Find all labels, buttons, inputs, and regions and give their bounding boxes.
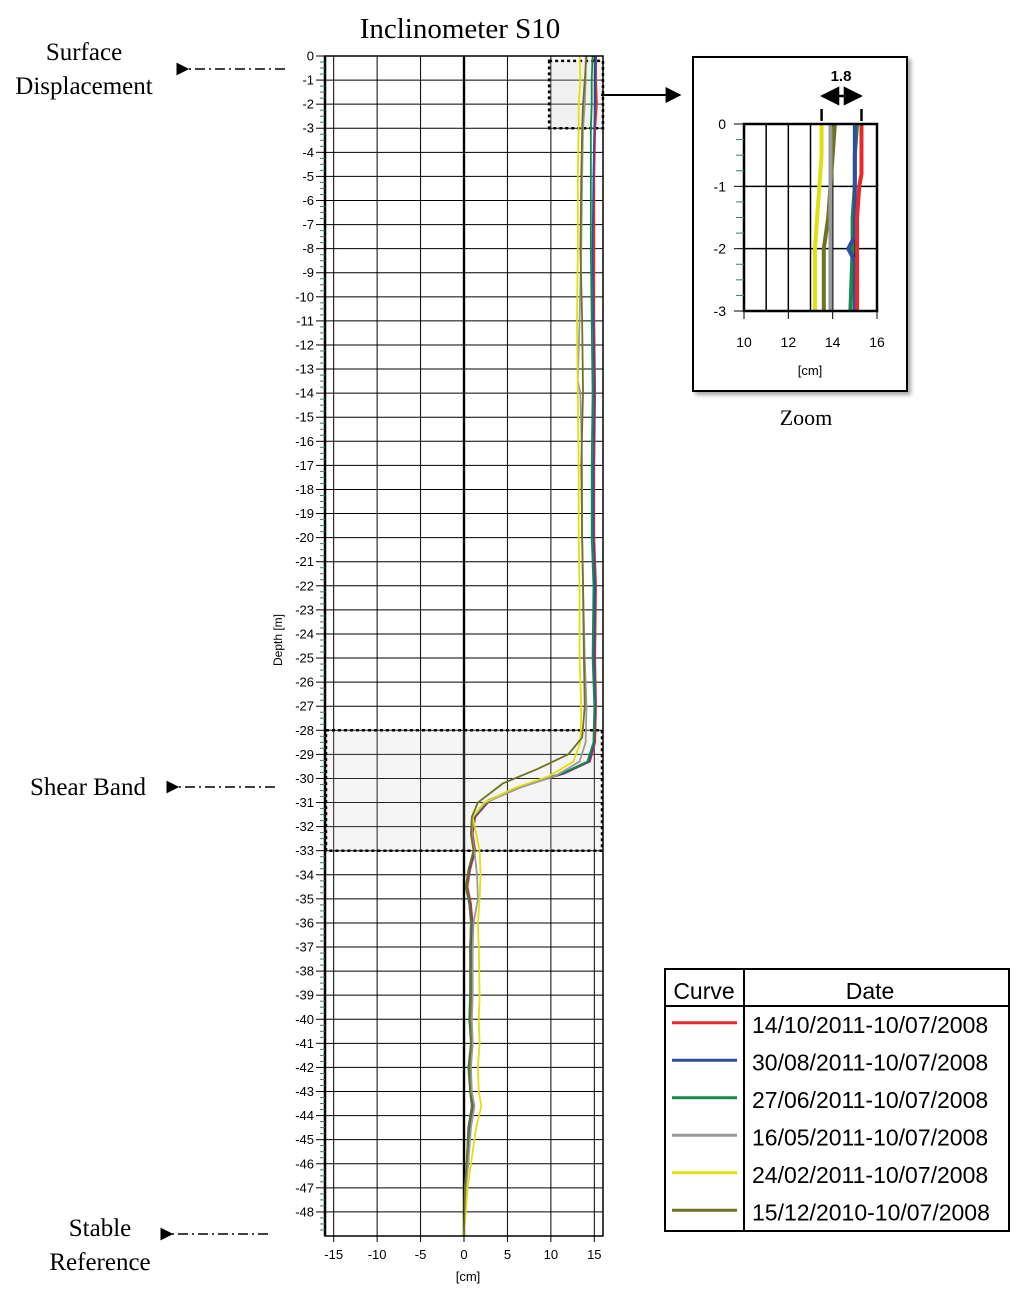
y-tick-label: -27 (295, 698, 314, 714)
x-tick-label: -5 (414, 1247, 427, 1262)
zoom-y-tick-label: -2 (713, 240, 726, 257)
y-tick-label: -10 (295, 289, 314, 305)
legend-table (665, 969, 1009, 1231)
y-tick-label: -47 (295, 1180, 314, 1196)
y-tick-label: -16 (295, 433, 314, 449)
legend-label: 16/05/2011-10/07/2008 (752, 1124, 989, 1151)
y-tick-label: -32 (295, 819, 314, 835)
annotation-shear-line1: Shear Band (30, 774, 146, 801)
y-tick-label: -41 (295, 1035, 314, 1051)
y-tick-labels (295, 49, 314, 1220)
grid-lines (325, 56, 603, 1236)
annotation-stable-reference (49, 1215, 268, 1276)
legend-label: 14/10/2011-10/07/2008 (752, 1011, 989, 1038)
x-tick-label: 15 (587, 1247, 602, 1262)
zoom-x-tick-label: 12 (780, 334, 797, 350)
y-tick-label: -42 (295, 1059, 314, 1075)
shear-band-box (326, 730, 602, 850)
y-tick-label: -25 (295, 650, 314, 666)
y-tick-label: -24 (295, 626, 314, 642)
x-tick-label: -10 (367, 1247, 387, 1262)
x-axis-label: [cm] (455, 1269, 481, 1284)
y-tick-label: -6 (302, 192, 314, 208)
y-tick-label: -26 (295, 674, 314, 690)
annotation-surface-displacement (15, 39, 285, 100)
y-tick-label: -3 (302, 120, 314, 136)
y-tick-label: -29 (295, 746, 314, 762)
zoom-x-tick-label: 14 (824, 334, 841, 350)
zoom-x-axis-label: [cm] (797, 363, 823, 378)
y-axis-label: Depth [m] (271, 613, 285, 667)
annotation-shear-band (30, 774, 275, 801)
y-tick-label: -34 (295, 867, 314, 883)
y-tick-label: -45 (295, 1132, 314, 1148)
annotation-stable-line1: Stable (68, 1215, 132, 1242)
legend-label: 27/06/2011-10/07/2008 (752, 1086, 989, 1113)
y-tick-label: -48 (295, 1204, 314, 1220)
y-tick-label: -44 (295, 1108, 314, 1124)
y-tick-label: -5 (302, 168, 314, 184)
annotation-surface-line1: Surface (45, 39, 123, 66)
zoom-y-tick-label: -1 (713, 178, 726, 195)
x-tick-label: 10 (543, 1247, 559, 1262)
y-tick-label: -36 (295, 915, 314, 931)
y-tick-label: 0 (306, 48, 314, 64)
y-tick-label: -21 (295, 554, 314, 570)
y-tick-label: -40 (295, 1011, 314, 1027)
y-tick-label: -23 (295, 602, 314, 618)
y-tick-label: -8 (302, 241, 314, 257)
y-tick-label: -33 (295, 843, 314, 859)
x-tick-labels (324, 1247, 601, 1262)
y-tick-label: -1 (302, 72, 314, 88)
y-tick-label: -20 (295, 530, 314, 546)
legend-label: 15/12/2010-10/07/2008 (752, 1199, 990, 1226)
annotation-stable-line2: Reference (49, 1249, 151, 1276)
y-tick-label: -4 (302, 144, 314, 160)
y-tick-label: -15 (295, 409, 314, 425)
y-tick-label: -31 (295, 795, 314, 811)
main-plot-area (295, 49, 603, 1263)
y-tick-label: -39 (295, 987, 314, 1003)
y-tick-label: -22 (295, 578, 314, 594)
y-tick-label: -14 (295, 385, 314, 401)
y-tick-label: -43 (295, 1084, 314, 1100)
y-tick-label: -9 (302, 265, 314, 281)
x-tick-label: 5 (503, 1247, 512, 1262)
y-tick-label: -12 (295, 337, 314, 353)
x-tick-label: -15 (324, 1247, 344, 1262)
y-tick-label: -11 (296, 313, 314, 329)
zoom-y-tick-label: -3 (713, 303, 726, 319)
legend-header-date: Date (845, 978, 895, 1004)
y-tick-label: -38 (295, 963, 314, 979)
legend-label: 30/08/2011-10/07/2008 (752, 1049, 989, 1076)
y-tick-label: -7 (302, 217, 314, 233)
y-tick-label: -37 (295, 939, 314, 955)
zoom-x-tick-label: 10 (736, 334, 752, 350)
y-tick-label: -19 (295, 506, 314, 522)
zoom-y-tick-label: 0 (718, 116, 726, 132)
annotation-surface-line2: Displacement (15, 73, 153, 100)
x-tick-label: 0 (460, 1247, 468, 1262)
zoom-caption: Zoom (779, 405, 833, 430)
y-tick-label: -30 (295, 770, 314, 786)
zoom-marker-label: 1.8 (830, 68, 852, 85)
y-tick-label: -18 (295, 481, 314, 497)
legend-header-curve: Curve (673, 978, 735, 1004)
legend-label: 24/02/2011-10/07/2008 (752, 1161, 989, 1188)
y-tick-label: -2 (302, 96, 314, 112)
zoom-inset (693, 57, 907, 391)
zoom-x-tick-label: 16 (869, 334, 885, 350)
y-tick-label: -13 (295, 361, 314, 377)
chart-title: Inclinometer S10 (359, 13, 561, 45)
y-tick-label: -35 (295, 891, 314, 907)
y-tick-label: -17 (295, 457, 314, 473)
y-tick-label: -46 (295, 1156, 314, 1172)
y-tick-label: -28 (295, 722, 314, 738)
